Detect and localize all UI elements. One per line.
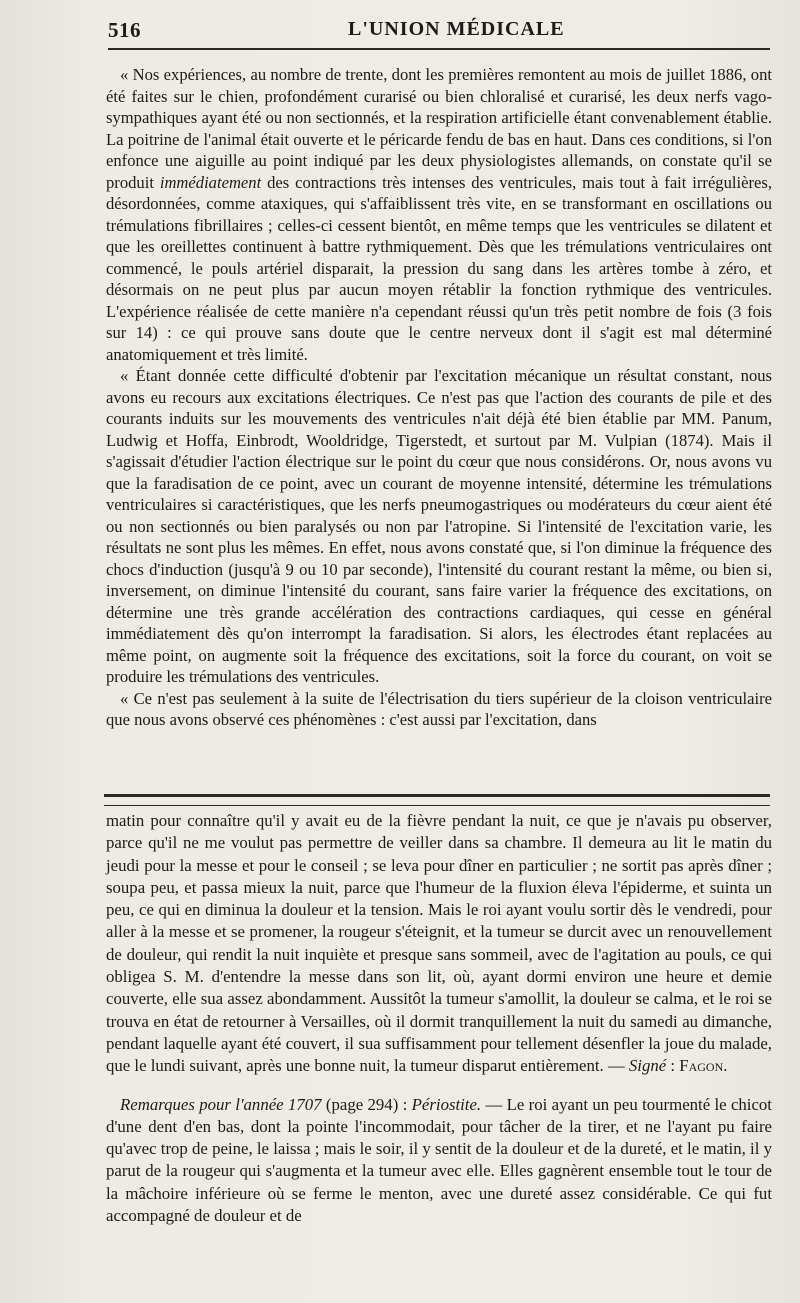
signed-label: Signé [628, 1056, 667, 1076]
paragraph [106, 64, 772, 365]
text-run: — Le roi ayant un peu tourmenté le chicot d'une dent d'en bas, dont la pointe l'incommodait, pour tâcher de la tirer, et ne l'ayant pu faire qu'avec trop de peine, le laissa ; mais le soir, il y sentit de la douleur et de la dureté, et le matin, il y parut de la rougeur qui s'augmenta et la tumeur avec elle. Elles gagnèrent ensemble tout le tour de la mâchoire inférieure où se ferme le menton, avec une dureté assez considérable. Ce qui fut accompagné de douleur et de [106, 1094, 772, 1226]
remarks-title: Remarques pour l'année 1707 [120, 1094, 322, 1114]
signature-text: Fagon. [679, 1056, 728, 1076]
text-run: matin pour connaître qu'il y avait eu de la fièvre pendant la nuit, ce que je n'avais pu observer, parce qu'il ne me voulut pas permettre de veiller dans sa chambre. Il demeura au lit le matin du jeudi pour la messe et pour le conseil ; se leva pour dîner en particulier ; ne sortit pas après dîner ; soupa peu, et passa mieux la nuit, parce que l'humeur de la fluxion éleva l'épiderme, et suinta un peu, ce qui en diminua la douleur et la tension. Mais le roi ayant voulu sortir dès le vendredi, pour aller à la messe et se promener, la rougeur s'éteignit, et la tumeur se durcit avec un renouvellement de douleur, qui rendit la nuit inquiète et presque sans sommeil, avec de l'agitation au pouls, ce qui obligea S. M. d'entendre la messe dans son lit, où, ayant dormi environ une heure et demie couverte, elle sua assez abondamment. Aussitôt la tumeur s'amollit, la douleur se calma, et le roi se trouva en état de retourner à Versailles, où il dormit tranquillement la nuit du samedi au dimanche, pendant laquelle ayant été couvert, il sua suffisamment pour tellement désenfler la joue du malade, que le lundi suivant, après une bonne nuit, la tumeur disparut entièrement. — [106, 811, 772, 1076]
text-run: (page 294) : [321, 1094, 412, 1114]
text-run: « Nos expériences, au nombre de trente, dont les premières remontent au mois de juillet 1886, ont été faites sur le chien, profondément curarisé ou bien chloralisé et curarisé, les deux nerfs vago-sympathiques ayant été ou non sectionnés, et la respiration artificielle étant convenablement établie. La poitrine de l'animal était ouverte et le péricarde fendu de bas en haut. Dans ces conditions, si l'on enfonce une aiguille au point indiqué par les deux physiologistes allemands, on constate qu'il se produit [106, 65, 772, 192]
lower-article-text [106, 810, 772, 1227]
header-rule [108, 48, 770, 50]
paragraph: « Étant donnée cette difficulté d'obtenir par l'excitation mécanique un résultat constant, nous avons eu recours aux excitations électriques. Ce n'est pas que l'action des courants de pile et des courants induits sur les mouvements des ventricules n'ait déjà été bien établie par MM. Panum, Ludwig et Hoffa, Einbrodt, Wooldridge, Tigerstedt, et surtout par M. Vulpian (1874). Mais il s'agissait d'étudier l'action électrique sur le point du cœur que nous considérons. Or, nous avons vu que la faradisation de ce point, avec un courant de moyenne intensité, détermine les trémulations ventriculaires si caractéristiques, que les nerfs pneumogastriques ou modérateurs du cœur aient été ou non sectionnés ou bien paralysés ou non par l'atropine. Si l'intensité de l'excitation varie, les résultats ne sont plus les mêmes. En effet, nous avons constaté que, si l'on diminue la fréquence des chocs d'induction (jusqu'à 9 ou 10 par seconde), l'intensité du courant restant la même, ou bien si, inversement, on diminue l'intensité du courant, sans faire varier la fréquence des excitations, on détermine une très grande accélération des contractions cardiaques, qui cesse en général immédiatement dès qu'on interrompt la faradisation. Si alors, les électrodes étant replacées au même point, on augmente soit la fréquence des excitations, soit la force du courant, on voit se produire les trémulations des ventricules. [106, 366, 772, 686]
paragraph-gap [106, 1078, 772, 1094]
subject-heading: Périostite. [411, 1094, 482, 1114]
paragraph [106, 1094, 772, 1228]
journal-title: L'UNION MÉDICALE [348, 18, 565, 40]
page-number: 516 [108, 18, 141, 42]
paragraph: « Ce n'est pas seulement à la suite de l'électrisation du tiers supérieur de la cloison ventriculaire que nous avons observé ces phénomènes : c'est aussi par l'excitation, dans [106, 688, 772, 729]
main-article-text [106, 64, 772, 731]
running-head [108, 18, 768, 52]
section-separator [104, 794, 770, 806]
text-run: : [666, 1056, 680, 1076]
text-run: des contractions très intenses des ventricules, mais tout à fait irrégulières, désordonnées, comme ataxiques, qui s'affaiblissent très vite, en se transformant en oscillations ou trémulations fibrillaires ; celles-ci cessent bientôt, en même temps que les ventricules se dilatent et que les oreillettes continuent à battre rythmiquement. Dès que les trémulations ventriculaires ont commencé, le pouls artériel disparait, la pression du sang dans les artères tombe à zéro, et désormais on ne peut plus par aucun moyen rétablir la fonction rythmique des ventricules. L'expérience réalisée de cette manière n'a cependant réussi qu'un très petit nombre de fois (3 fois sur 14) : ce qui prouve sans doute que le centre nerveux dont il s'agit est mal déterminé anatomiquement et très limité. [106, 172, 772, 364]
paragraph [106, 810, 772, 1078]
emphasis-text: immédiatement [159, 172, 262, 192]
